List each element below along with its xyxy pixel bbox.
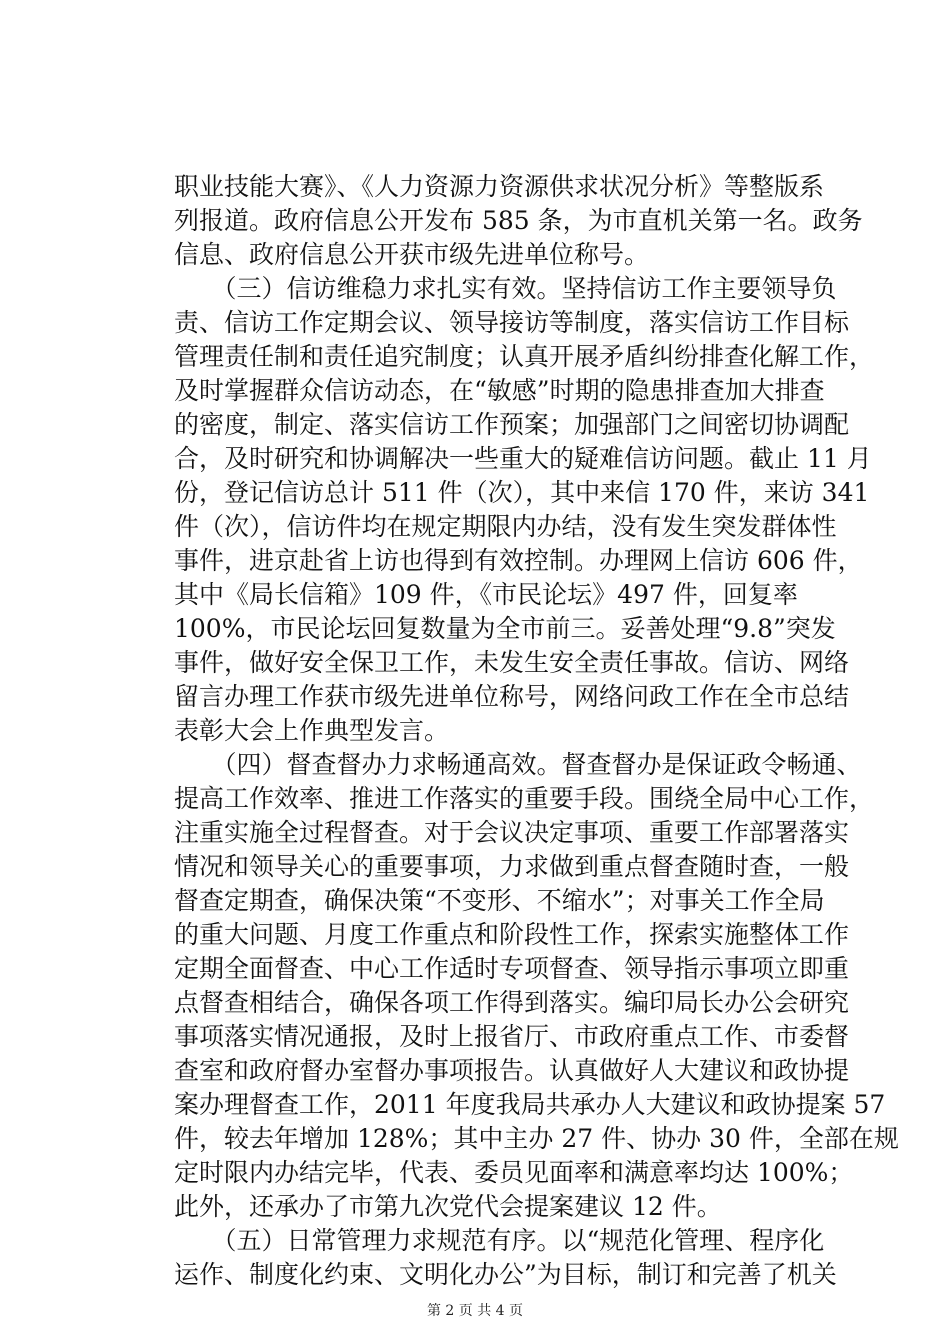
text-line: 留言办理工作获市级先进单位称号，网络问政工作在全市总结 <box>174 682 850 711</box>
text-line: 表彰大会上作典型发言。 <box>174 716 450 745</box>
text-line: 定期全面督查、中心工作适时专项督查、领导指示事项立即重 <box>174 954 850 983</box>
text-line: 情况和领导关心的重要事项，力求做到重点督查随时查，一般 <box>174 852 850 881</box>
text-line: 职业技能大赛》、《人力资源力资源供求状况分析》等整版系 <box>174 172 825 201</box>
paragraph-start-line: （五）日常管理力求规范有序。以“规范化管理、程序化 <box>174 1226 825 1255</box>
text-line: 的重大问题、月度工作重点和阶段性工作，探索实施整体工作 <box>174 920 850 949</box>
paragraph-start-line: （三）信访维稳力求扎实有效。坚持信访工作主要领导负 <box>174 274 837 303</box>
paragraph-start-line: （四）督查督办力求畅通高效。督查督办是保证政令畅通、 <box>174 750 862 779</box>
text-line: 列报道。政府信息公开发布 585 条，为市直机关第一名。政务 <box>174 206 863 235</box>
text-line: 事件，做好安全保卫工作，未发生安全责任事故。信访、网络 <box>174 648 850 677</box>
text-line: 的密度，制定、落实信访工作预案；加强部门之间密切协调配 <box>174 410 850 439</box>
text-line: 100%，市民论坛回复数量为全市前三。妥善处理“9.8”突发 <box>174 614 836 643</box>
text-line: 事件，进京赴省上访也得到有效控制。办理网上信访 606 件， <box>174 546 863 575</box>
text-line: 定时限内办结完毕，代表、委员见面率和满意率均达 100%； <box>174 1158 854 1187</box>
text-line: 提高工作效率、推进工作落实的重要手段。围绕全局中心工作， <box>174 784 875 813</box>
text-line: 合，及时研究和协调解决一些重大的疑难信访问题。截止 11 月 <box>174 444 872 473</box>
text-line: 其中《局长信箱》109 件，《市民论坛》497 件，回复率 <box>174 580 798 609</box>
text-line: 运作、制度化约束、文明化办公”为目标，制订和完善了机关 <box>174 1260 837 1289</box>
text-line: 查室和政府督办室督办事项报告。认真做好人大建议和政协提 <box>174 1056 850 1085</box>
text-line: 件，较去年增加 128%；其中主办 27 件、协办 30 件，全部在规 <box>174 1124 899 1153</box>
text-line: 份，登记信访总计 511 件（次），其中来信 170 件，来访 341 <box>174 478 870 507</box>
text-line: 案办理督查工作，2011 年度我局共承办人大建议和政协提案 57 <box>174 1090 886 1119</box>
text-line: 此外，还承办了市第九次党代会提案建议 12 件。 <box>174 1192 722 1221</box>
text-line: 事项落实情况通报，及时上报省厅、市政府重点工作、市委督 <box>174 1022 850 1051</box>
text-line: 注重实施全过程督查。对于会议决定事项、重要工作部署落实 <box>174 818 850 847</box>
page-number-footer: 第 2 页 共 4 页 <box>426 1303 524 1319</box>
text-line: 点督查相结合，确保各项工作得到落实。编印局长办公会研究 <box>174 988 850 1017</box>
text-line: 及时掌握群众信访动态，在“敏感”时期的隐患排查加大排查 <box>174 376 825 405</box>
text-line: 督查定期查，确保决策“不变形、不缩水”；对事关工作全局 <box>174 886 825 915</box>
document-body <box>174 170 899 1292</box>
text-line: 管理责任制和责任追究制度；认真开展矛盾纠纷排查化解工作， <box>174 342 875 371</box>
text-line: 责、信访工作定期会议、领导接访等制度，落实信访工作目标 <box>174 308 850 337</box>
text-line: 信息、政府信息公开获市级先进单位称号。 <box>174 240 650 269</box>
text-line: 件（次），信访件均在规定期限内办结，没有发生突发群体性 <box>174 512 837 541</box>
